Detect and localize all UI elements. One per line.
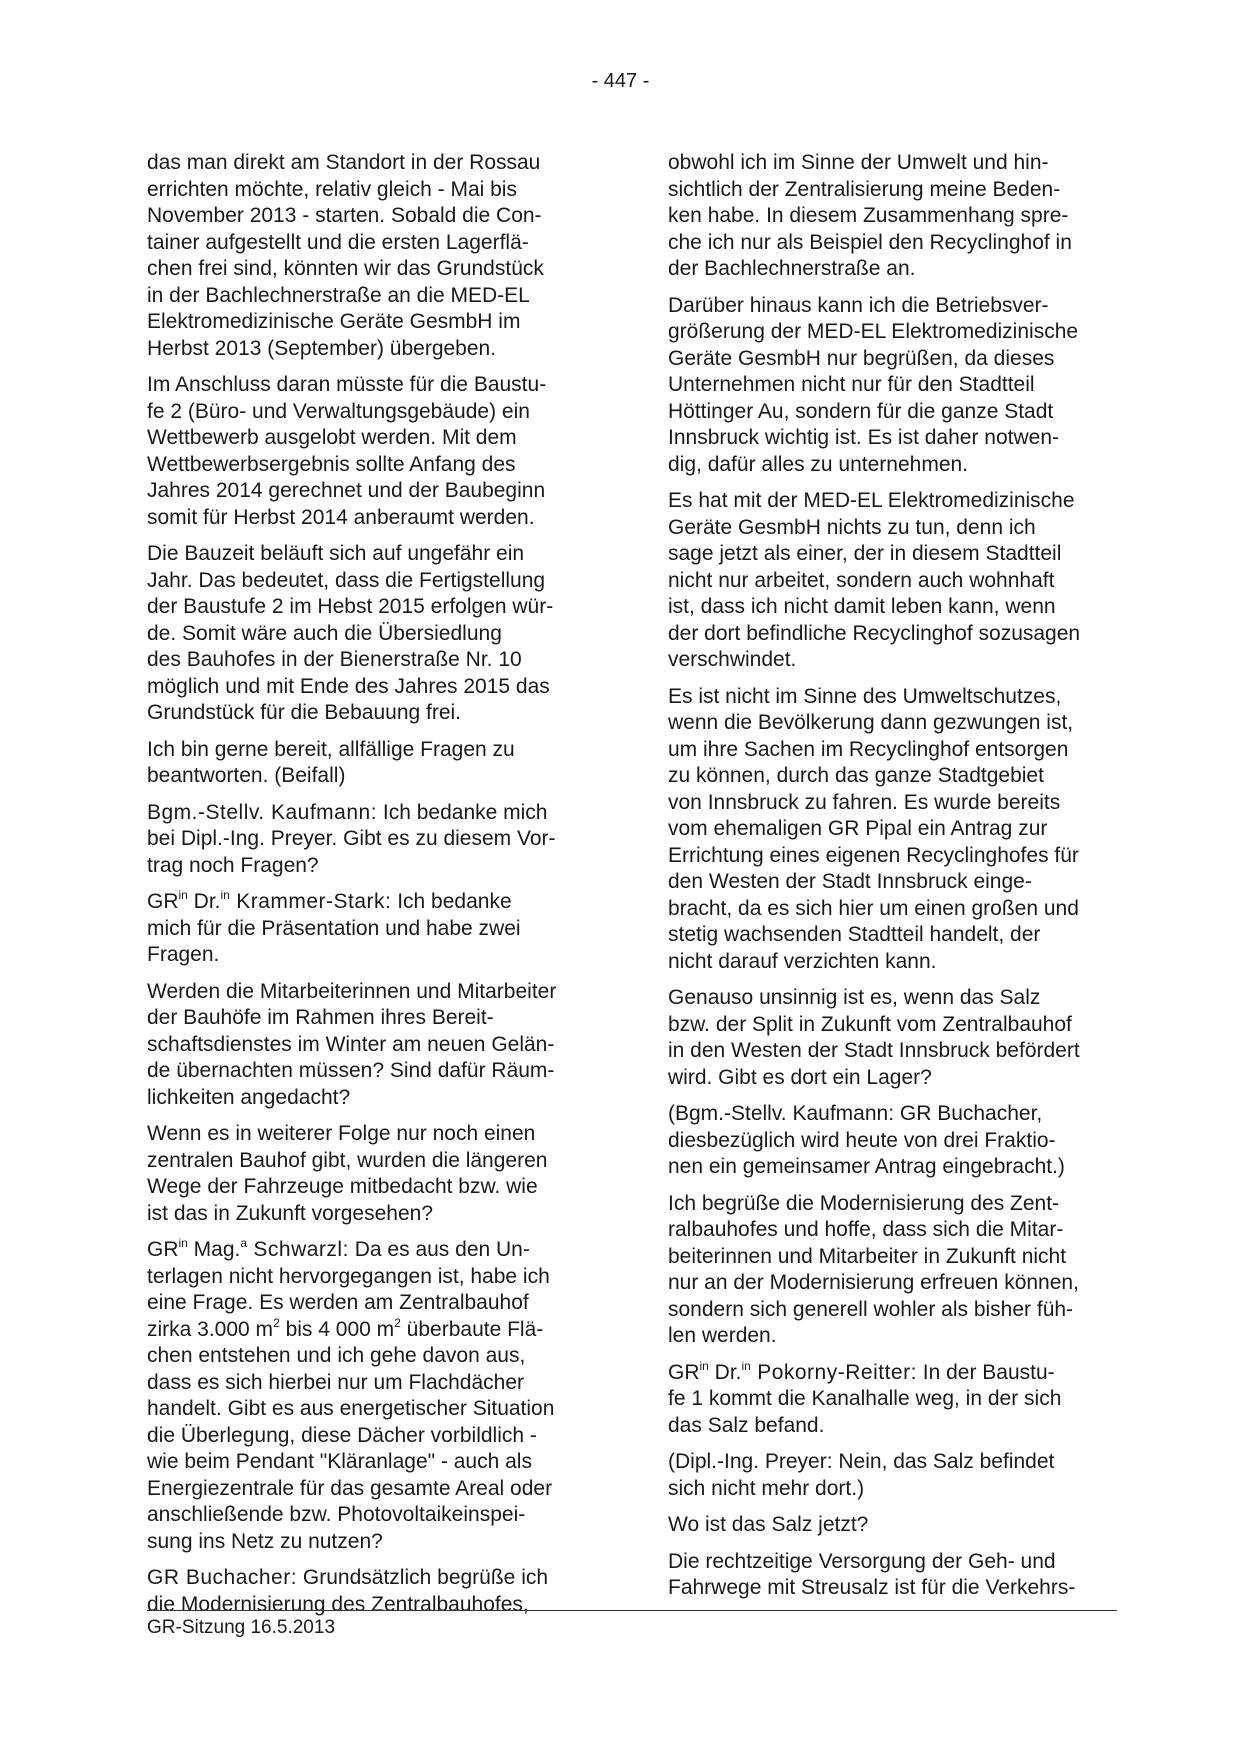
speaker-title: $GR^{in}$ Dr.$^{in}$ (668, 1358, 751, 1384)
paragraph (147, 1121, 597, 1227)
text-line: Grundsätzlich begrüße ich (297, 1566, 549, 1589)
speaker-title: $GR^{in}$ Mag.$^a$ (147, 1236, 248, 1261)
speaker-name: GR Buchacher: (147, 1566, 298, 1589)
text-line: nicht nur arbeitet, sondern auch wohnhaft (668, 568, 1055, 592)
text-line: Geräte GesmbH nichts zu tun, denn ich (668, 515, 1036, 539)
text-line: Unternehmen nicht nur für den Stadtteil (668, 373, 1035, 396)
text-line: dass es sich hierbei nur um Flachdächer (147, 1370, 525, 1394)
text-line: ralbauhofes und hoffe, dass sich die Mitar- (668, 1218, 1064, 1241)
text-line: de. Somit wäre auch die Übersiedlung (147, 621, 502, 645)
footer-session-date: GR-Sitzung 16.5.2013 (147, 1617, 336, 1638)
text-line: Da es aus den Un- (348, 1238, 530, 1261)
text-line: Werden die Mitarbeiterinnen und Mitarbeiter (147, 979, 557, 1003)
text-line: Wettbewerbsergebnis sollte Anfang des (147, 452, 516, 476)
text-line: stetig wachsenden Stadtteil handelt, der (668, 923, 1041, 946)
text-line: Ich bedanke mich (377, 800, 548, 824)
footer-divider (147, 1610, 1117, 1611)
text-line: obwohl ich im Sinne der Umwelt und hin- (668, 151, 1049, 174)
text-line: vom ehemaligen GR Pipal ein Antrag zur (668, 817, 1048, 840)
speaker-name: Schwarzl: (247, 1238, 349, 1261)
text-line: zu können, durch das ganze Stadtgebiet (668, 764, 1044, 787)
text-line: Elektromedizinische Geräte GesmbH im (147, 310, 521, 333)
text-line: die Überlegung, diese Dächer vorbildlich - (147, 1423, 537, 1447)
text-line: dig, dafür alles zu unternehmen. (668, 452, 969, 476)
text-line: (Bgm.-Stellv. Kaufmann: GR Buchacher, (668, 1102, 1043, 1125)
text-line: Höttinger Au, sondern für die ganze Stadt (668, 399, 1054, 423)
text-line: len werden. (668, 1324, 777, 1347)
text-line: Errichtung eines eigenen Recyclinghofes für (668, 843, 1079, 867)
text-line: zirka 3.000 $m^2$ bis 4 000 $m^2$ überbaute Flä- (147, 1315, 544, 1341)
text-line: Wettbewerb ausgelobt werden. Mit dem (147, 426, 517, 449)
text-line: mich für die Präsentation und habe zwei (147, 916, 521, 940)
text-line: bracht, da es sich hier um einen großen und (668, 896, 1079, 920)
text-line: diesbezüglich wird heute von drei Fraktio- (668, 1128, 1056, 1152)
text-line: bei Dipl.-Ing. Preyer. Gibt es zu diesem Vor- (147, 827, 556, 850)
text-line: das man direkt am Standort in der Rossau (147, 151, 541, 174)
text-line: Fahrwege mit Streusalz ist für die Verkehrs- (668, 1576, 1076, 1599)
text-line: die Modernisierung des Zentralbauhofes, (147, 1592, 529, 1616)
right-column (668, 150, 1118, 1612)
speaker-paragraph (147, 1237, 597, 1555)
text-line: ist, dass ich nicht damit leben kann, wenn (668, 595, 1056, 618)
text-line: beiterinnen und Mitarbeiter in Zukunft nicht (668, 1244, 1067, 1268)
text-line: Genauso unsinnig ist es, wenn das Salz (668, 986, 1041, 1009)
text-line: ist das in Zukunft vorgesehen? (147, 1201, 434, 1225)
paragraph (147, 150, 597, 362)
speaker-title: $GR^{in}$ Dr.$^{in}$ (147, 888, 230, 913)
paragraph (147, 541, 597, 727)
text-line: chen frei sind, könnten wir das Grundstück (147, 257, 544, 280)
text-line: sich nicht mehr dort.) (668, 1476, 865, 1500)
text-line: November 2013 - starten. Sobald die Con- (147, 204, 542, 227)
text-line: ken habe. In diesem Zusammenhang spre- (668, 204, 1069, 227)
text-line: Darüber hinaus kann ich die Betriebsver- (668, 293, 1049, 317)
text-line: de übernachten müssen? Sind dafür Räum- (147, 1059, 555, 1082)
text-line: größerung der MED-EL Elektromedizinische (668, 320, 1079, 343)
paragraph (668, 1101, 1118, 1181)
paragraph (668, 293, 1118, 479)
text-line: verschwindet. (668, 648, 797, 671)
speaker-name: Pokorny-Reitter: (750, 1360, 917, 1384)
text-line: Ich bin gerne bereit, allfällige Fragen zu (147, 737, 515, 761)
paragraph (668, 985, 1118, 1091)
page-number: - 447 - (591, 70, 650, 92)
text-line: der dort befindliche Recyclinghof sozusagen (668, 621, 1081, 645)
text-line: handelt. Gibt es aus energetischer Situation (147, 1397, 555, 1420)
text-line: bzw. der Split in Zukunft vom Zentralbauhof (668, 1012, 1072, 1036)
text-line: Grundstück für die Bebauung frei. (147, 701, 462, 724)
text-line: der Bachlechnerstraße an. (668, 257, 916, 280)
text-line: des Bauhofes in der Bienerstraße Nr. 10 (147, 648, 522, 671)
text-line: sondern sich generell wohler als bisher füh- (668, 1297, 1074, 1321)
text-line: trag noch Fragen? (147, 853, 319, 877)
text-line: errichten möchte, relativ gleich - Mai bis (147, 177, 517, 201)
text-line: fe 1 kommt die Kanalhalle weg, in der sich (668, 1387, 1062, 1410)
text-line: Herbst 2013 (September) übergeben. (147, 336, 497, 360)
text-line: Wenn es in weiterer Folge nur noch einen (147, 1122, 536, 1145)
text-line: terlagen nicht hervorgegangen ist, habe ich (147, 1264, 550, 1288)
text-line: Es hat mit der MED-EL Elektromedizinische (668, 489, 1075, 512)
speaker-paragraph (147, 889, 597, 969)
text-line: der Bauhöfe im Rahmen ihres Bereit- (147, 1006, 494, 1029)
text-line: tainer aufgestellt und die ersten Lagerflä- (147, 230, 529, 254)
text-line: Jahr. Das bedeutet, dass die Fertigstellung (147, 568, 546, 592)
text-line: sage jetzt als einer, der in diesem Stadtteil (668, 542, 1062, 565)
text-line: wenn die Bevölkerung dann gezwungen ist, (668, 711, 1074, 734)
text-line: wie beim Pendant "Kläranlage" - auch als (147, 1450, 532, 1473)
text-line: nicht darauf verzichten kann. (668, 949, 937, 973)
text-line: möglich und mit Ende des Jahres 2015 das (147, 674, 550, 698)
text-line: anschließende bzw. Photovoltaikeinspei- (147, 1503, 526, 1526)
text-line: in den Westen der Stadt Innsbruck befördert (668, 1039, 1080, 1062)
paragraph (668, 150, 1118, 283)
text-line: Im Anschluss daran müsste für die Baustu- (147, 373, 547, 396)
text-line: Es ist nicht im Sinne des Umweltschutzes, (668, 684, 1062, 708)
paragraph (668, 1549, 1118, 1602)
text-line: beantworten. (Beifall) (147, 764, 346, 787)
text-line: che ich nur als Beispiel den Recyclinghof in (668, 230, 1072, 254)
text-line: Geräte GesmbH nur begrüßen, da dieses (668, 346, 1055, 370)
text-line: um ihre Sachen im Recyclinghof entsorgen (668, 737, 1069, 761)
text-line: Ich bedanke (391, 890, 512, 913)
text-line: sung ins Netz zu nutzen? (147, 1529, 383, 1553)
paragraph (668, 488, 1118, 674)
text-line: Energiezentrale für das gesamte Areal oder (147, 1476, 553, 1500)
text-line: sichtlich der Zentralisierung meine Beden- (668, 177, 1061, 201)
paragraph (668, 1512, 1118, 1539)
paragraph (147, 737, 597, 790)
text-line: chen entstehen und ich gehe davon aus, (147, 1344, 526, 1367)
speaker-name: Krammer-Stark: (229, 890, 392, 913)
text-line: Fragen. (147, 943, 220, 966)
text-line: In der Baustu- (916, 1360, 1055, 1384)
text-line: Die Bauzeit beläuft sich auf ungefähr ein (147, 542, 525, 565)
text-line: (Dipl.-Ing. Preyer: Nein, das Salz befindet (668, 1450, 1055, 1473)
left-column (147, 150, 597, 1628)
text-line: fe 2 (Büro- und Verwaltungsgebäude) ein (147, 399, 530, 423)
text-line: Die rechtzeitige Versorgung der Geh- und (668, 1549, 1056, 1573)
text-line: von Innsbruck zu fahren. Es wurde bereits (668, 790, 1061, 814)
text-line: das Salz befand. (668, 1413, 825, 1437)
paragraph (668, 1191, 1118, 1350)
paragraph (147, 979, 597, 1112)
text-line: wird. Gibt es dort ein Lager? (668, 1065, 932, 1089)
speaker-paragraph (668, 1360, 1118, 1440)
text-line: schaftsdienstes im Winter am neuen Gelän- (147, 1032, 555, 1056)
text-line: Ich begrüße die Modernisierung des Zent- (668, 1191, 1060, 1215)
text-line: nen ein gemeinsamer Antrag eingebracht.) (668, 1155, 1065, 1178)
paragraph (147, 372, 597, 531)
text-line: Wo ist das Salz jetzt? (668, 1513, 869, 1536)
speaker-paragraph (147, 800, 597, 880)
text-line: in der Bachlechnerstraße an die MED-EL (147, 283, 530, 307)
text-line: den Westen der Stadt Innsbruck einge- (668, 870, 1032, 893)
text-line: Jahres 2014 gerechnet und der Baubeginn (147, 479, 546, 502)
text-line: Innsbruck wichtig ist. Es ist daher notwen- (668, 426, 1060, 449)
text-line: nur an der Modernisierung erfreuen können, (668, 1271, 1079, 1294)
text-line: somit für Herbst 2014 anberaumt werden. (147, 505, 535, 529)
paragraph (668, 1449, 1118, 1502)
text-line: Wege der Fahrzeuge mitbedacht bzw. wie (147, 1175, 538, 1198)
speaker-name: Bgm.-Stellv. Kaufmann: (147, 800, 378, 824)
text-line: zentralen Bauhof gibt, wurden die längeren (147, 1148, 548, 1172)
text-line: lichkeiten angedacht? (147, 1085, 351, 1109)
paragraph (668, 684, 1118, 976)
text-line: eine Frage. Es werden am Zentralbauhof (147, 1291, 529, 1314)
text-line: der Baustufe 2 im Hebst 2015 erfolgen wür- (147, 595, 554, 618)
